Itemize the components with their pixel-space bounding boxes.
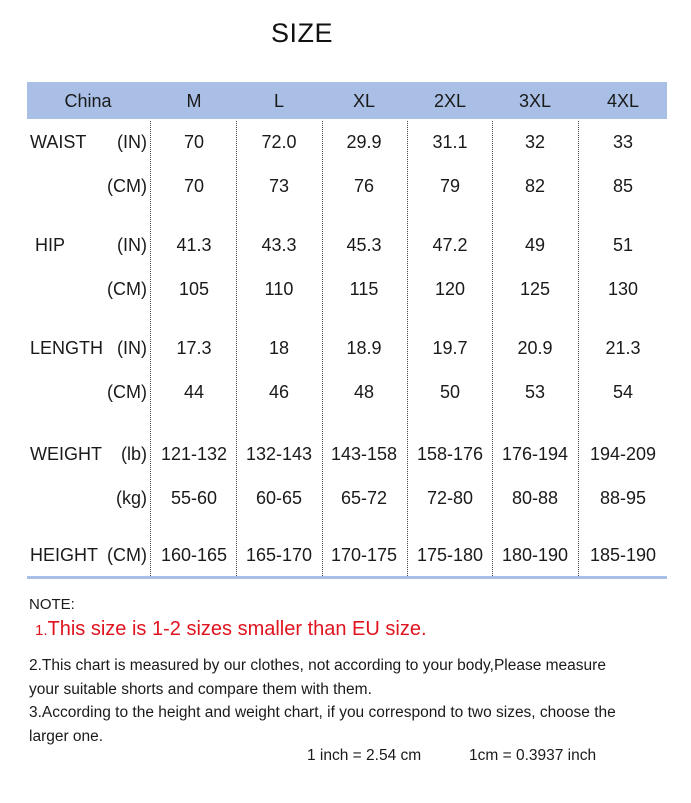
table-cell: 31.1	[432, 132, 468, 152]
table-cell: 43.3	[261, 235, 297, 255]
table-cell: 79	[439, 176, 461, 196]
note-1-text: This size is 1-2 sizes smaller than EU size.	[47, 618, 427, 640]
row-unit: (CM)	[107, 382, 147, 402]
table-cell: 32	[524, 132, 546, 152]
table-cell: 115	[349, 279, 379, 299]
header-size-m: M	[186, 91, 202, 111]
table-bottom-border	[27, 576, 667, 579]
table-cell: 160-165	[160, 545, 228, 565]
table-cell: 110	[264, 279, 294, 299]
table-cell: 121-132	[160, 444, 228, 464]
table-cell: 158-176	[416, 444, 484, 464]
header-size-4xl: 4XL	[606, 91, 640, 111]
table-cell: 132-143	[245, 444, 313, 464]
table-cell: 70	[183, 176, 205, 196]
table-cell: 130	[607, 279, 639, 299]
table-cell: 17.3	[176, 338, 212, 358]
conversion-inch-to-cm: 1 inch = 2.54 cm	[307, 747, 422, 764]
table-cell: 76	[353, 176, 375, 196]
table-cell: 47.2	[432, 235, 468, 255]
row-label-waist: WAIST	[30, 132, 87, 152]
table-cell: 80-88	[511, 488, 559, 508]
table-cell: 55-60	[170, 488, 218, 508]
table-cell: 33	[612, 132, 634, 152]
row-unit: (IN)	[117, 338, 147, 358]
header-size-l: L	[273, 91, 284, 111]
note-heading: NOTE:	[29, 596, 75, 613]
table-cell: 65-72	[340, 488, 388, 508]
table-cell: 72-80	[426, 488, 474, 508]
table-cell: 72.0	[261, 132, 297, 152]
table-cell: 45.3	[346, 235, 382, 255]
row-unit: (kg)	[116, 488, 147, 508]
table-cell: 53	[524, 382, 546, 402]
row-unit: (CM)	[107, 545, 147, 565]
row-label-length: LENGTH	[30, 338, 104, 358]
row-unit: (IN)	[117, 235, 147, 255]
table-cell: 44	[183, 382, 205, 402]
table-cell: 18	[268, 338, 290, 358]
table-cell: 60-65	[255, 488, 303, 508]
row-unit: (CM)	[107, 176, 147, 196]
table-cell: 21.3	[605, 338, 641, 358]
row-unit: (IN)	[117, 132, 147, 152]
table-cell: 88-95	[599, 488, 647, 508]
table-cell: 50	[439, 382, 461, 402]
header-size-xl: XL	[352, 91, 376, 111]
header-region: China	[64, 91, 112, 111]
note-1-number: 1.	[35, 622, 48, 639]
table-cell: 143-158	[330, 444, 398, 464]
table-cell: 70	[183, 132, 205, 152]
table-cell: 165-170	[245, 545, 313, 565]
row-label-weight: WEIGHT	[30, 444, 102, 464]
table-cell: 185-190	[589, 545, 657, 565]
header-size-2xl: 2XL	[433, 91, 467, 111]
column-divider	[578, 121, 579, 576]
table-cell: 48	[353, 382, 375, 402]
row-label-height: HEIGHT	[30, 545, 99, 565]
note-1	[35, 618, 427, 641]
table-cell: 82	[524, 176, 546, 196]
table-cell: 85	[612, 176, 634, 196]
table-cell: 54	[612, 382, 634, 402]
table-cell: 180-190	[501, 545, 569, 565]
table-cell: 194-209	[589, 444, 657, 464]
table-cell: 49	[524, 235, 546, 255]
table-cell: 41.3	[176, 235, 212, 255]
table-cell: 29.9	[346, 132, 382, 152]
table-cell: 175-180	[416, 545, 484, 565]
row-unit: (lb)	[121, 444, 147, 464]
table-cell: 51	[612, 235, 634, 255]
note-3: 3.According to the height and weight chart, if you correspond to two sizes, choose the larger one.	[29, 704, 616, 745]
table-cell: 19.7	[432, 338, 468, 358]
table-cell: 176-194	[501, 444, 569, 464]
table-cell: 170-175	[330, 545, 398, 565]
page-title: SIZE	[270, 18, 333, 48]
conversion-cm-to-inch: 1cm = 0.3937 inch	[469, 747, 597, 764]
table-cell: 20.9	[517, 338, 553, 358]
row-unit: (CM)	[107, 279, 147, 299]
table-cell: 73	[268, 176, 290, 196]
row-label-hip: HIP	[35, 235, 66, 255]
table-cell: 120	[434, 279, 466, 299]
table-cell: 46	[268, 382, 290, 402]
note-2: 2.This chart is measured by our clothes, not according to your body,Please measure your suitable shorts and compare them with them.	[29, 657, 606, 698]
header-size-3xl: 3XL	[518, 91, 552, 111]
table-cell: 18.9	[346, 338, 382, 358]
table-cell: 105	[178, 279, 210, 299]
table-cell: 125	[519, 279, 551, 299]
